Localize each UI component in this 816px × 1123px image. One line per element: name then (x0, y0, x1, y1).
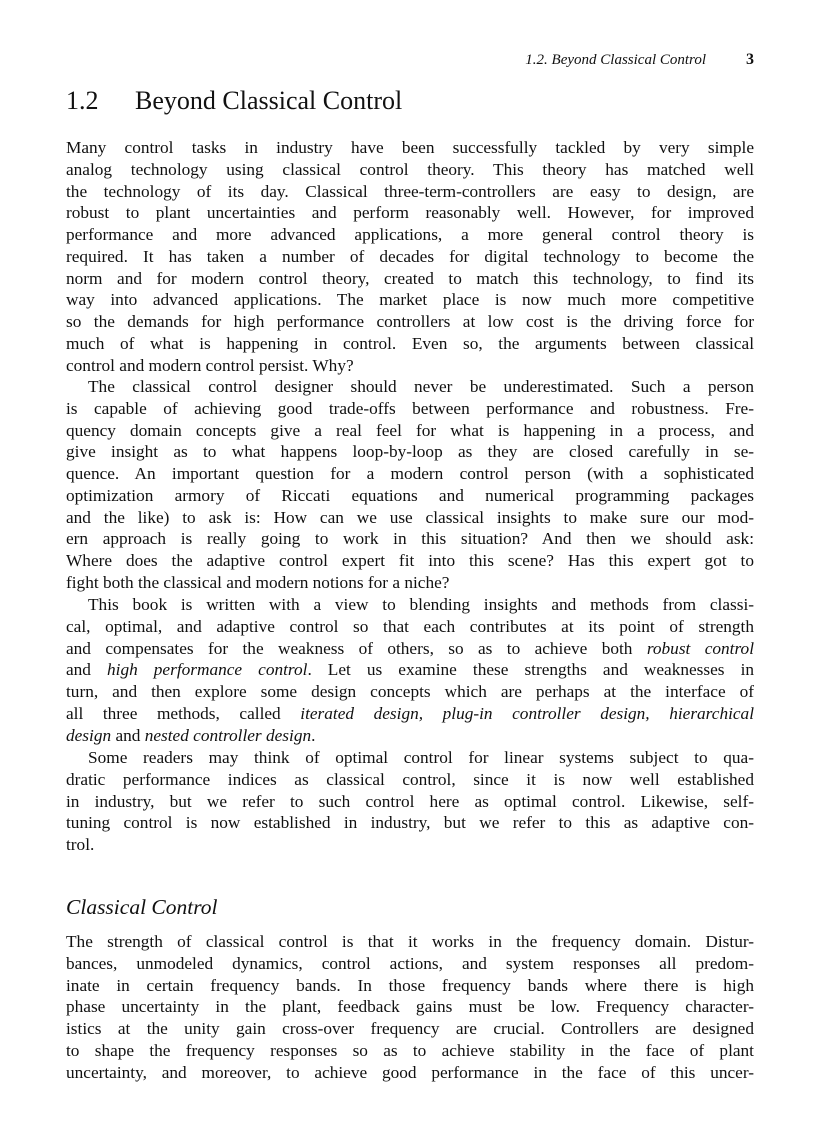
text-line: Where does the adaptive control expert fit into this scene? Has this expert got to (66, 551, 754, 570)
text-line: in industry, but we refer to such control here as optimal control. Likewise, self- (66, 791, 754, 811)
text-line: so the demands for high performance controllers at low cost is the driving force for (66, 312, 754, 331)
text-line: required. It has taken a number of decades for digital technology to become the (66, 246, 754, 266)
text-line: way into advanced applications. The market place is now much more competitive (66, 290, 754, 310)
paragraph-2 (66, 376, 754, 594)
running-head-title: 1.2. Beyond Classical Control (525, 52, 706, 68)
text-line: much of what is happening in control. Even so, the arguments between classical (66, 333, 754, 353)
text-line (66, 703, 754, 725)
text-run: all three methods, called (66, 703, 301, 723)
text-run: . (311, 725, 316, 745)
text-line: Many control tasks in industry have been successfully tackled by very simple (66, 138, 754, 157)
emphasis-robust-control: robust control (646, 638, 754, 658)
section-title: Beyond Classical Control (135, 86, 403, 115)
text-line: phase uncertainty in the plant, feedback gains must be low. Frequency character- (66, 997, 754, 1017)
emphasis-nested-controller-design: nested controller design (144, 725, 312, 745)
text-run: and (111, 725, 145, 745)
text-line: fight both the classical and modern notions for a niche? (66, 572, 450, 592)
text-line: trol. (66, 835, 95, 854)
text-line: uncertainty, and moreover, to achieve good performance in the face of this uncer- (66, 1062, 754, 1082)
text-line: optimization armory of Riccati equations and numerical programming packages (66, 485, 754, 505)
text-line: inate in certain frequency bands. In those frequency bands where there is high (66, 975, 754, 995)
text-line (66, 725, 754, 747)
text-line: give insight as to what happens loop-by-loop as they are closed carefully in se- (66, 442, 754, 462)
text-line: Some readers may think of optimal control for linear systems subject to qua- (88, 748, 754, 767)
text-line: analog technology using classical control theory. This theory has matched well (66, 159, 754, 179)
text-line: cal, optimal, and adaptive control so that each contributes at its point of strength (66, 616, 754, 636)
page-number: 3 (746, 51, 754, 68)
paragraph-3 (66, 594, 754, 746)
text-line: and the like) to ask is: How can we use classical insights to make sure our mod- (66, 507, 754, 527)
text-line: quence. An important question for a modern control person (with a sophisticated (66, 464, 754, 483)
section-number: 1.2 (66, 86, 99, 115)
section-heading (66, 86, 402, 116)
text-line: The classical control designer should never be underestimated. Such a person (88, 377, 754, 396)
text-line: quency domain concepts give a real feel for what is happening in a process, and (66, 420, 754, 440)
text-line: turn, and then explore some design concepts which are perhaps at the interface of (66, 682, 754, 701)
text-run: . Let us examine these strengths and weaknesses in (307, 660, 755, 680)
text-line: tuning control is now established in industry, but we refer to this as adaptive con- (66, 813, 754, 833)
paragraph-1 (66, 137, 754, 376)
text-line: to shape the frequency responses so as to achieve stability in the face of plant (66, 1040, 754, 1060)
subsection-title: Classical Control (66, 895, 218, 919)
emphasis-high-performance-control: high performance control (107, 660, 308, 680)
text-line: norm and for modern control theory, created to match this technology, to find its (66, 268, 754, 288)
text-line: is capable of achieving good trade-offs between performance and robustness. Fre- (66, 398, 754, 418)
running-head (66, 50, 754, 72)
paragraph-4 (66, 747, 754, 856)
emphasis-design: design (66, 725, 112, 745)
subsection-paragraph (66, 931, 754, 1083)
text-line: ern approach is really going to work in this situation? And then we should ask: (66, 529, 754, 549)
text-line: dratic performance indices as classical control, since it is now well established (66, 769, 754, 789)
text-run: and (66, 660, 108, 680)
emphasis-design-methods: iterated design, plug-in controller design, hierarchical (300, 703, 754, 723)
text-line: performance and more advanced applications, a more general control theory is (66, 225, 754, 244)
text-line: the technology of its day. Classical three-term-controllers are easy to design, are (66, 181, 754, 201)
text-line: control and modern control persist. Why? (66, 355, 354, 375)
text-line: robust to plant uncertainties and perform reasonably well. However, for improved (66, 203, 754, 223)
text-line (66, 638, 754, 660)
text-line (66, 659, 754, 681)
text-line: This book is written with a view to blending insights and methods from classi- (88, 595, 754, 614)
text-line: istics at the unity gain cross-over frequency are crucial. Controllers are designed (66, 1019, 754, 1038)
text-run: and compensates for the weakness of others, so as to achieve both (66, 638, 647, 658)
text-line: bances, unmodeled dynamics, control actions, and system responses all predom- (66, 953, 754, 973)
text-line: The strength of classical control is that it works in the frequency domain. Distur- (66, 932, 754, 951)
